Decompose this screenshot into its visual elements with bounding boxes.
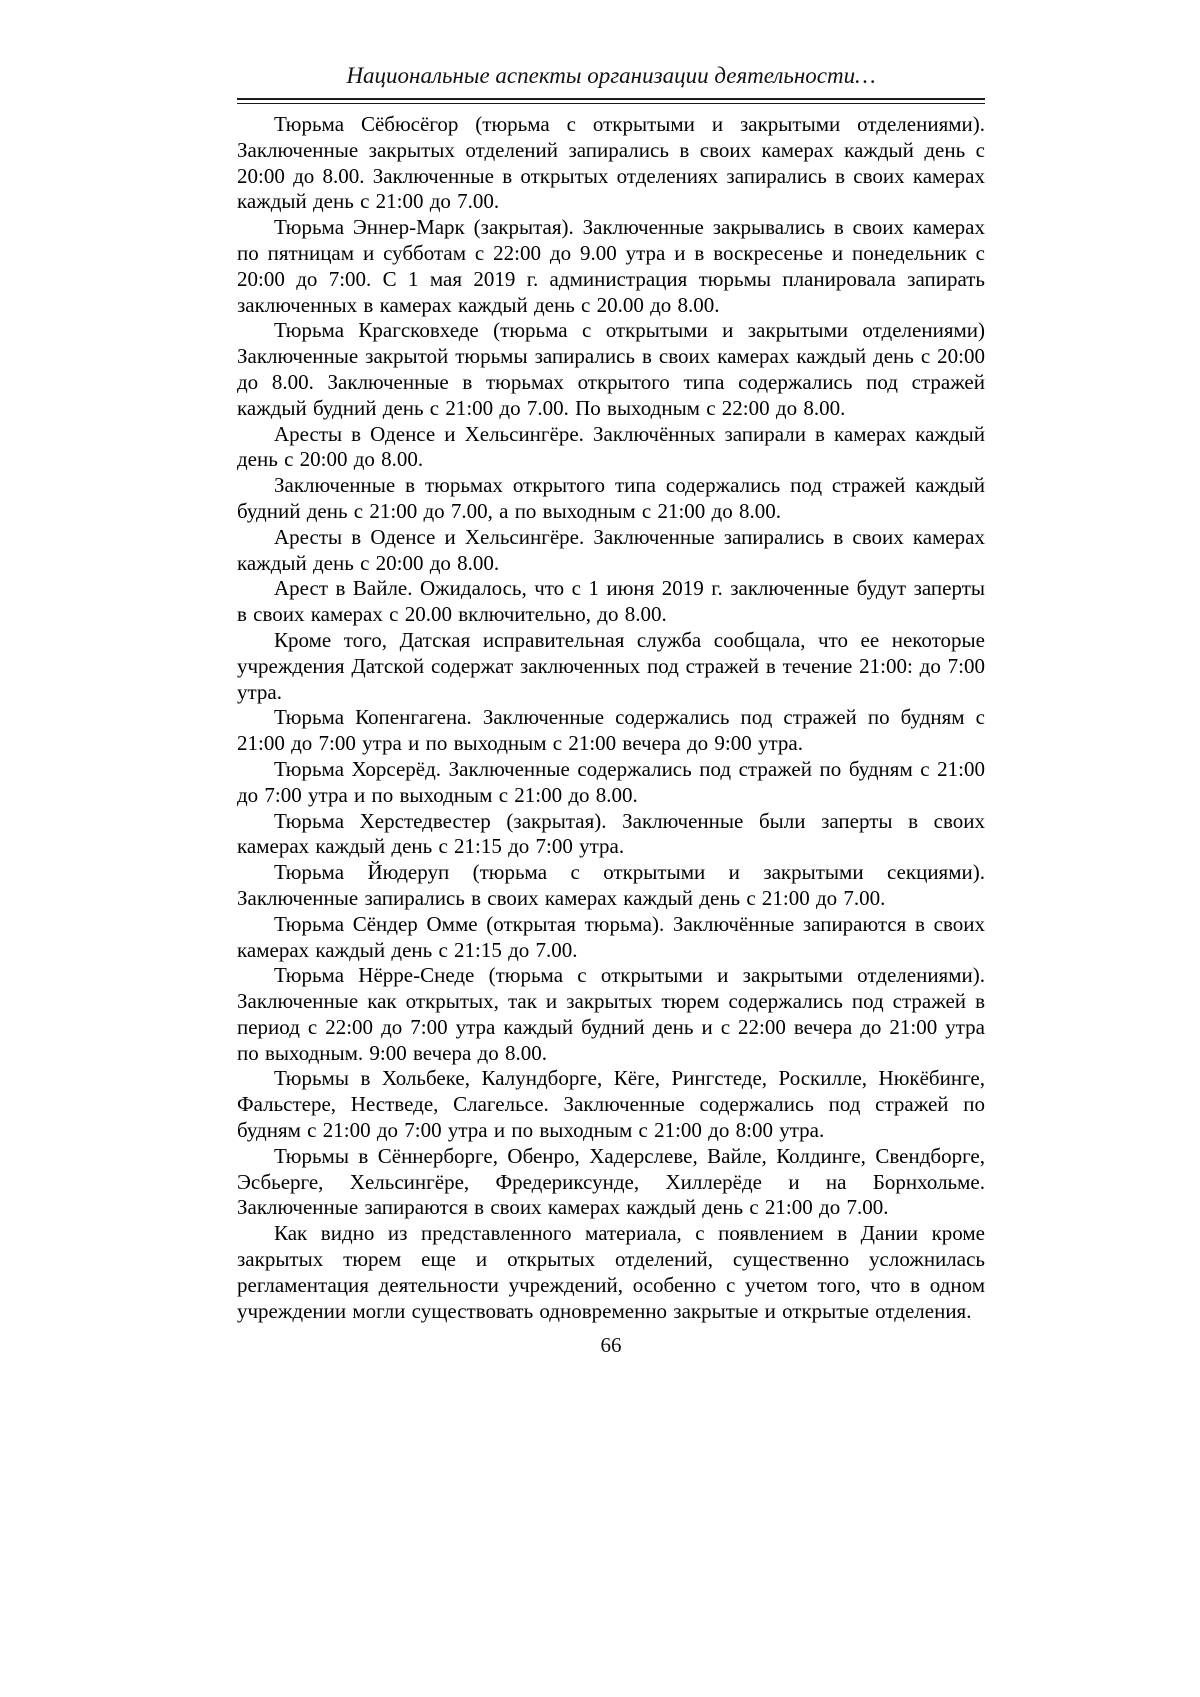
paragraph: Тюрьма Хорсерёд. Заключенные содержались под стражей по будням с 21:00 до 7:00 утра и по выходным с 21:00 до 8.00. — [237, 756, 985, 807]
article-body — [237, 112, 985, 1324]
header-rule — [237, 98, 985, 104]
paragraph: Тюрьма Йюдеруп (тюрьма с открытыми и закрытыми секциями). Заключенные запирались в своих камерах каждый день с 21:00 до 7.00. — [237, 860, 985, 910]
paragraph: Тюрьмы в Сённерборге, Обенро, Хадерслеве, Вайле, Колдинге, Свендборге, Эсбьерге, Хельсингёре, Фредериксунде, Хиллерёде и на Борнхольме. Заключенные запираются в своих камерах каждый день с 21:00 до 7.00. — [237, 1143, 985, 1220]
page-number: 66 — [600, 1333, 622, 1357]
paragraph: Тюрьма Херстедвестер (закрытая). Заключенные были заперты в своих камерах каждый день с 21:15 до 7:00 утра. — [237, 808, 985, 859]
paragraph: Тюрьма Крагсковхеде (тюрьма с открытыми и закрытыми отделениями) Заключенные закрытой тюрьмы запирались в своих камерах каждый день с 20:00 до 8.00. Заключенные в тюрьмах открытого типа содержались под стражей каждый будний день с 21:00 до 7.00. По выходным с 22:00 до 8.00. — [237, 318, 985, 420]
paragraph: Тюрьма Копенгагена. Заключенные содержались под стражей по будням с 21:00 до 7:00 утра и по выходным с 21:00 вечера до 9:00 утра. — [237, 705, 985, 756]
paragraph: Аресты в Оденсе и Хельсингёре. Заключённых запирали в камерах каждый день с 20:00 до 8.00. — [237, 421, 985, 472]
paragraph: Заключенные в тюрьмах открытого типа содержались под стражей каждый будний день с 21:00 до 7.00, а по выходным с 21:00 до 8.00. — [237, 473, 985, 523]
paragraph: Аресты в Оденсе и Хельсингёре. Заключенные запирались в своих камерах каждый день с 20:00 до 8.00. — [237, 524, 985, 575]
paragraph: Тюрьма Нёрре-Снеде (тюрьма с открытыми и закрытыми отделениями). Заключенные как открытых, так и закрытых тюрем содержались под стражей в период с 22:00 до 7:00 утра каждый будний день и с 22:00 вечера до 21:00 утра по выходным. 9:00 вечера до 8.00. — [237, 963, 985, 1065]
paragraph: Тюрьма Сёбюсёгор (тюрьма с открытыми и закрытыми отделениями). Заключенные закрытых отделений запирались в своих камерах каждый день с 20:00 до 8.00. Заключенные в открытых отделениях запирались в своих камерах каждый день с 21:00 до 7.00. — [237, 112, 985, 214]
paragraph: Арест в Вайле. Ожидалось, что с 1 июня 2019 г. заключенные будут заперты в своих камерах с 20.00 включительно, до 8.00. — [237, 576, 985, 627]
running-head: Национальные аспекты организации деятельности… — [346, 63, 876, 88]
paragraph: Тюрьма Сёндер Омме (открытая тюрьма). Заключённые запираются в своих камерах каждый день с 21:15 до 7.00. — [237, 911, 985, 962]
paragraph: Кроме того, Датская исправительная служба сообщала, что ее некоторые учреждения Датской содержат заключенных под стражей в течение 21:00: до 7:00 утра. — [237, 627, 985, 704]
paragraph: Тюрьмы в Хольбеке, Калундборге, Кёге, Рингстеде, Роскилле, Нюкёбинге, Фальстере, Нестведе, Слагельсе. Заключенные содержались под стражей по будням с 21:00 до 7:00 утра и по выходным с 21:00 до 8:00 утра. — [237, 1066, 985, 1143]
paragraph: Тюрьма Эннер-Марк (закрытая). Заключенные закрывались в своих камерах по пятницам и субботам с 22:00 до 9.00 утра и в воскресенье и понедельник с 20:00 до 7:00. С 1 мая 2019 г. администрация тюрьмы планировала запирать заключенных в камерах каждый день с 20.00 до 8.00. — [237, 215, 985, 317]
paragraph: Как видно из представленного материала, с появлением в Дании кроме закрытых тюрем еще и открытых отделений, существенно усложнилась регламентация деятельности учреждений, особенно с учетом того, что в одном учреждении могли существовать одновременно закрытые и открытые отделения. — [237, 1221, 985, 1323]
